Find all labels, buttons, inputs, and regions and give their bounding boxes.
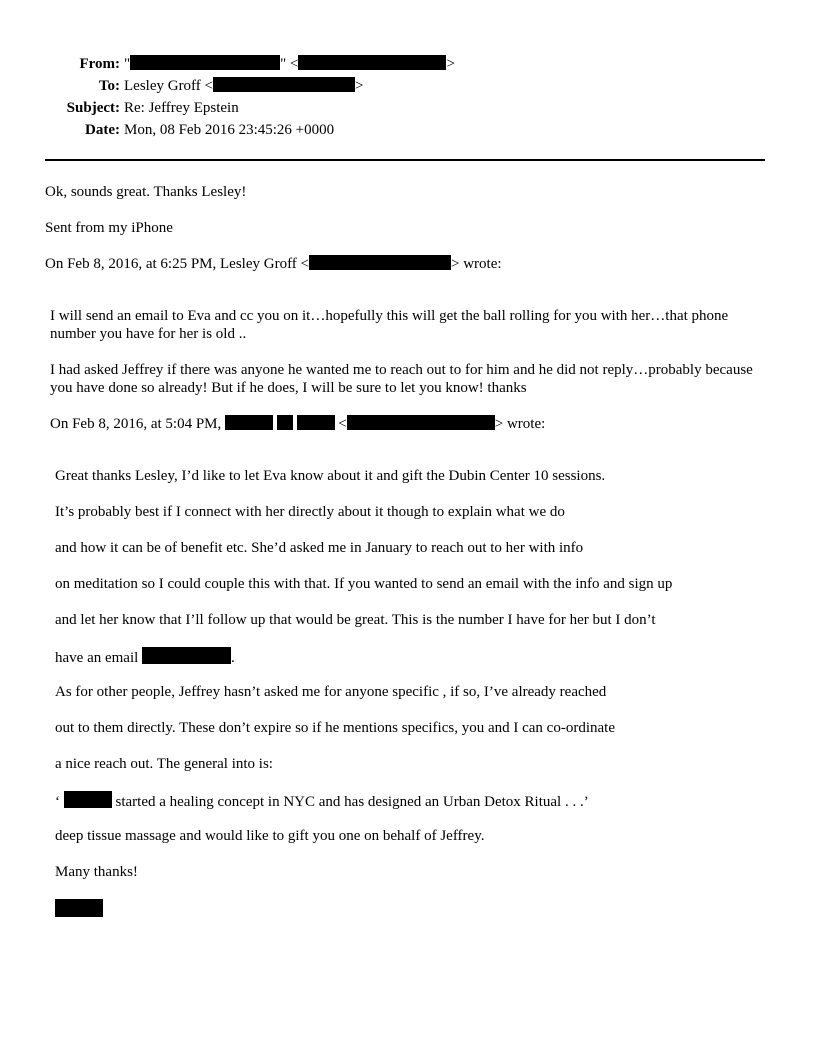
date-label: Date: [85, 122, 120, 138]
quote-intro-original-end: > wrote: [494, 416, 546, 432]
redaction-from-name [130, 55, 280, 70]
original-line-4: on meditation so I could couple this with that. If you wanted to send an email with the info and sign up [55, 576, 673, 592]
original-line-2: It’s probably best if I connect with her directly about it though to explain what we do [55, 504, 565, 520]
original-line-6: As for other people, Jeffrey hasn’t asked me for anyone specific , if so, I’ve already reached [55, 684, 607, 700]
from-quote-close: " < [280, 56, 299, 72]
original-quote-rest: started a healing concept in NYC and has designed an Urban Detox Ritual . . .’ [111, 794, 589, 810]
redaction-signature [55, 899, 103, 917]
original-massage-line: deep tissue massage and would like to gift you one on behalf of Jeffrey. [55, 828, 485, 844]
lesley-paragraph-2: I had asked Jeffrey if there was anyone he wanted me to reach out to for him and he did not reply…probably because you have done so already! But if he does, I will be sure to let you know! thanks [50, 362, 753, 396]
header-divider [45, 159, 765, 161]
original-line-3: and how it can be of benefit etc. She’d asked me in January to reach out to her with info [55, 540, 584, 556]
redaction-lesley-email [309, 255, 451, 270]
redaction-sender-email [347, 415, 495, 430]
original-email-line [55, 647, 235, 667]
redaction-sender-middle [277, 415, 293, 430]
original-line-1: Great thanks Lesley, I’d like to let Eva know about it and gift the Dubin Center 10 sessions. [55, 468, 606, 484]
redaction-to-email [213, 77, 355, 92]
subject-label: Subject: [66, 100, 120, 116]
original-email-line-end: . [231, 650, 235, 666]
original-quote-line [55, 791, 589, 811]
quote-intro-lesley-end: > wrote: [451, 256, 502, 272]
redaction-phone [142, 647, 231, 664]
quote-intro-original-start: On Feb 8, 2016, at 5:04 PM, [50, 416, 226, 432]
quote-intro-original [50, 415, 545, 433]
to-name: Lesley Groff < [124, 78, 213, 94]
to-value [124, 75, 363, 97]
redaction-from-email [298, 55, 446, 70]
quote-intro-original-mid: < [334, 416, 347, 432]
subject-value: Re: Jeffrey Epstein [124, 100, 239, 116]
original-email-line-start: have an email [55, 650, 143, 666]
reply-line: Ok, sounds great. Thanks Lesley! [45, 184, 247, 200]
quote-intro-lesley [45, 255, 502, 273]
to-label: To: [98, 78, 120, 94]
to-close: > [355, 78, 364, 94]
original-line-8: a nice reach out. The general into is: [55, 756, 273, 772]
email-header [0, 53, 816, 141]
original-quote-open: ‘ [55, 794, 64, 810]
quote-intro-lesley-start: On Feb 8, 2016, at 6:25 PM, Lesley Groff < [45, 256, 309, 272]
reply-signature: Sent from my iPhone [45, 220, 173, 236]
from-row [0, 53, 816, 75]
from-value [124, 53, 455, 75]
date-value: Mon, 08 Feb 2016 23:45:26 +0000 [124, 122, 335, 138]
from-close: > [446, 56, 455, 72]
original-closing: Many thanks! [55, 864, 138, 880]
lesley-paragraph-1: I will send an email to Eva and cc you on it…hopefully this will get the ball rolling for you with her…that phone number you have for her is old .. [50, 308, 729, 342]
subject-row [0, 97, 816, 119]
original-line-7: out to them directly. These don’t expire so if he mentions specifics, you and I can co-ordinate [55, 720, 615, 736]
original-line-5: and let her know that I’ll follow up that would be great. This is the number I have for her but I don’t [55, 612, 656, 628]
to-row [0, 75, 816, 97]
date-row [0, 119, 816, 141]
from-label: From: [79, 56, 120, 72]
from-quote-open: " [124, 56, 131, 72]
redaction-business-name [64, 791, 112, 808]
redaction-sender-first [225, 415, 273, 430]
redaction-sender-last [297, 415, 335, 430]
